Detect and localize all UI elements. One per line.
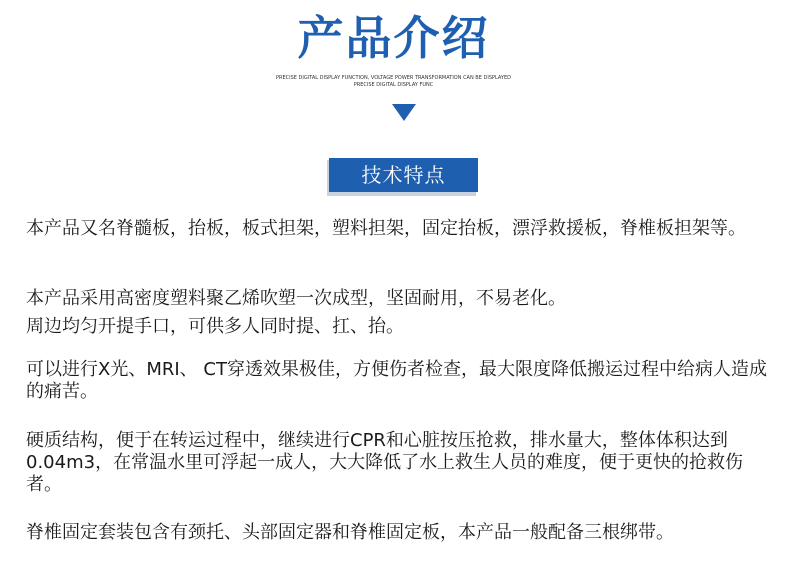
paragraph-xray: 可以进行X光、MRI、 CT穿透效果极佳，方便伤者检查，最大限度降低搬运过程中给病人造成的痛苦。 bbox=[26, 359, 767, 402]
paragraph-handles: 周边均匀开提手口，可供多人同时提、扛、抬。 bbox=[26, 316, 404, 337]
paragraph-aliases: 本产品又名脊髓板，抬板，板式担架，塑料担架，固定抬板，漂浮救援板，脊椎板担架等。 bbox=[26, 218, 746, 239]
paragraph-kit: 脊椎固定套装包含有颈托、头部固定器和脊椎固定板，本产品一般配备三根绑带。 bbox=[26, 522, 674, 543]
page-title: 产品介绍 bbox=[297, 11, 490, 65]
subtitle-line-1: PRECISE DIGITAL DISPLAY FUNCTION, VOLTAGE POWER TRANSFORMATION CAN BE DISPLAYED bbox=[275, 75, 512, 81]
paragraph-material: 本产品采用高密度塑料聚乙烯吹塑一次成型，坚固耐用，不易老化。 bbox=[26, 288, 566, 309]
paragraph-structure: 硬质结构，便于在转运过程中，继续进行CPR和心脏按压抢救，排水量大，整体体积达到0.04m3，在常温水里可浮起一成人，大大降低了水上救生人员的难度，便于更快的抢救伤者。 bbox=[26, 430, 744, 495]
page-subtitle bbox=[0, 75, 787, 89]
subtitle-line-2: PRECISE DIGITAL DISPLAY FUNC bbox=[353, 82, 434, 88]
section-badge: 技术特点 bbox=[329, 158, 478, 192]
triangle-down-icon bbox=[392, 104, 416, 121]
